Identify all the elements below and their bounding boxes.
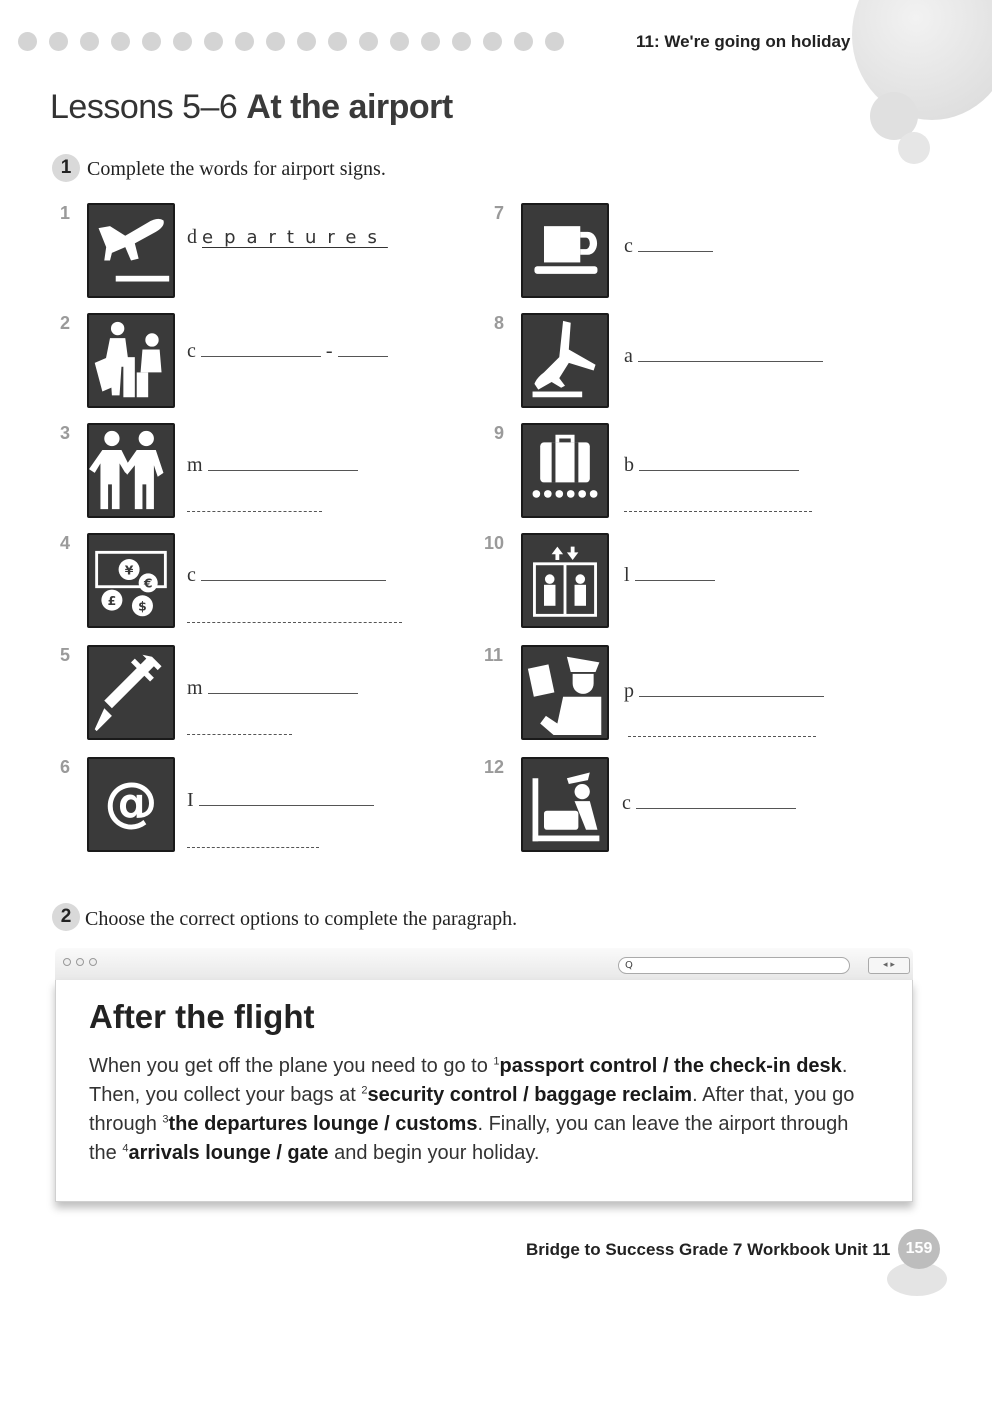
- item-number: 1: [60, 203, 71, 223]
- svg-text:¥: ¥: [124, 562, 134, 578]
- svg-text:$: $: [138, 598, 147, 614]
- task-number: 2: [52, 903, 80, 931]
- option-4[interactable]: arrivals lounge / gate: [128, 1142, 329, 1164]
- unit-title: 11: We're going on holiday: [636, 32, 851, 51]
- word-blank-3[interactable]: m: [187, 454, 358, 477]
- departures-icon: [87, 203, 175, 298]
- article-title: After the flight: [89, 998, 315, 1035]
- item-number: 8: [494, 313, 505, 333]
- word-blank-10[interactable]: l: [624, 564, 715, 587]
- item-number: 4: [60, 533, 71, 553]
- lifts-icon: [521, 533, 609, 628]
- footer-book-title: Bridge to Success Grade 7 Workbook Unit 11: [526, 1240, 891, 1259]
- answer-line[interactable]: [624, 511, 812, 512]
- article-panel: [55, 980, 913, 1202]
- word-blank-4[interactable]: c: [187, 564, 386, 587]
- word-blank-9[interactable]: b: [624, 454, 799, 477]
- answer-line[interactable]: [187, 847, 319, 848]
- arrivals-icon: [521, 313, 609, 408]
- page-number: 159: [898, 1229, 940, 1269]
- decor-bubble: [898, 132, 930, 164]
- option-1[interactable]: passport control / the check-in desk: [499, 1055, 842, 1077]
- word-blank-8[interactable]: a: [624, 345, 823, 368]
- task-instruction: Choose the correct options to complete the paragraph.: [85, 908, 518, 930]
- word-blank-7[interactable]: c: [624, 235, 713, 258]
- answer-line[interactable]: [187, 734, 292, 735]
- item-number: 11: [484, 645, 504, 665]
- answer-line[interactable]: [187, 511, 322, 512]
- item-number: 7: [494, 203, 505, 223]
- answer-line[interactable]: [187, 622, 402, 623]
- svg-text:€: €: [143, 575, 153, 591]
- check-in-icon: [87, 313, 175, 408]
- option-2[interactable]: security control / baggage reclaim: [367, 1084, 693, 1106]
- lesson-title: Lessons 5–6 At the airport: [50, 88, 453, 126]
- browser-toolbar: [55, 948, 913, 980]
- medical-services-icon: [87, 645, 175, 740]
- baggage-reclaim-icon: [521, 423, 609, 518]
- article-paragraph: When you get off the plane you need to go to $^1$passport control / the check-in desk. Then, you collect your bags at $^2$security control / baggage reclaim. After that, you go through $^3$the departures lounge / customs. Finally, you can leave the airport through the $^4$arrivals lounge / gate and begin your holiday.: [89, 1055, 855, 1164]
- item-number: 5: [60, 645, 71, 665]
- word-blank-12[interactable]: c: [622, 792, 796, 815]
- nav-buttons[interactable]: ◂ ▸: [868, 957, 910, 974]
- item-number: 12: [484, 757, 505, 777]
- browser-window: [55, 948, 913, 1210]
- item-number: 10: [484, 533, 505, 553]
- header-dots: [18, 32, 564, 51]
- window-controls[interactable]: [63, 958, 97, 966]
- answer-text: epartures: [202, 227, 388, 248]
- answer-line[interactable]: [628, 736, 816, 737]
- item-number: 3: [60, 423, 71, 443]
- word-blank-5[interactable]: m: [187, 677, 358, 700]
- word-blank-1[interactable]: d epartures: [187, 226, 388, 248]
- word-blank-11[interactable]: p: [624, 680, 824, 703]
- search-input[interactable]: Q: [618, 957, 850, 974]
- item-number: 9: [494, 423, 505, 443]
- passport-control-icon: [521, 645, 609, 740]
- cafe-icon: [521, 203, 609, 298]
- svg-text:@: @: [104, 770, 158, 834]
- svg-text:£: £: [107, 592, 117, 608]
- option-3[interactable]: the departures lounge / customs: [168, 1113, 478, 1135]
- task-instruction: Complete the words for airport signs.: [87, 158, 386, 180]
- item-number: 2: [60, 313, 71, 333]
- internet-icon: [87, 757, 175, 852]
- task-number: 1: [52, 154, 80, 182]
- word-blank-2[interactable]: c -: [187, 340, 388, 363]
- item-number: 6: [60, 757, 71, 777]
- word-blank-6[interactable]: I: [187, 789, 374, 812]
- customs-icon: [521, 757, 609, 852]
- currency-exchange-icon: [87, 533, 175, 628]
- meeting-point-icon: [87, 423, 175, 518]
